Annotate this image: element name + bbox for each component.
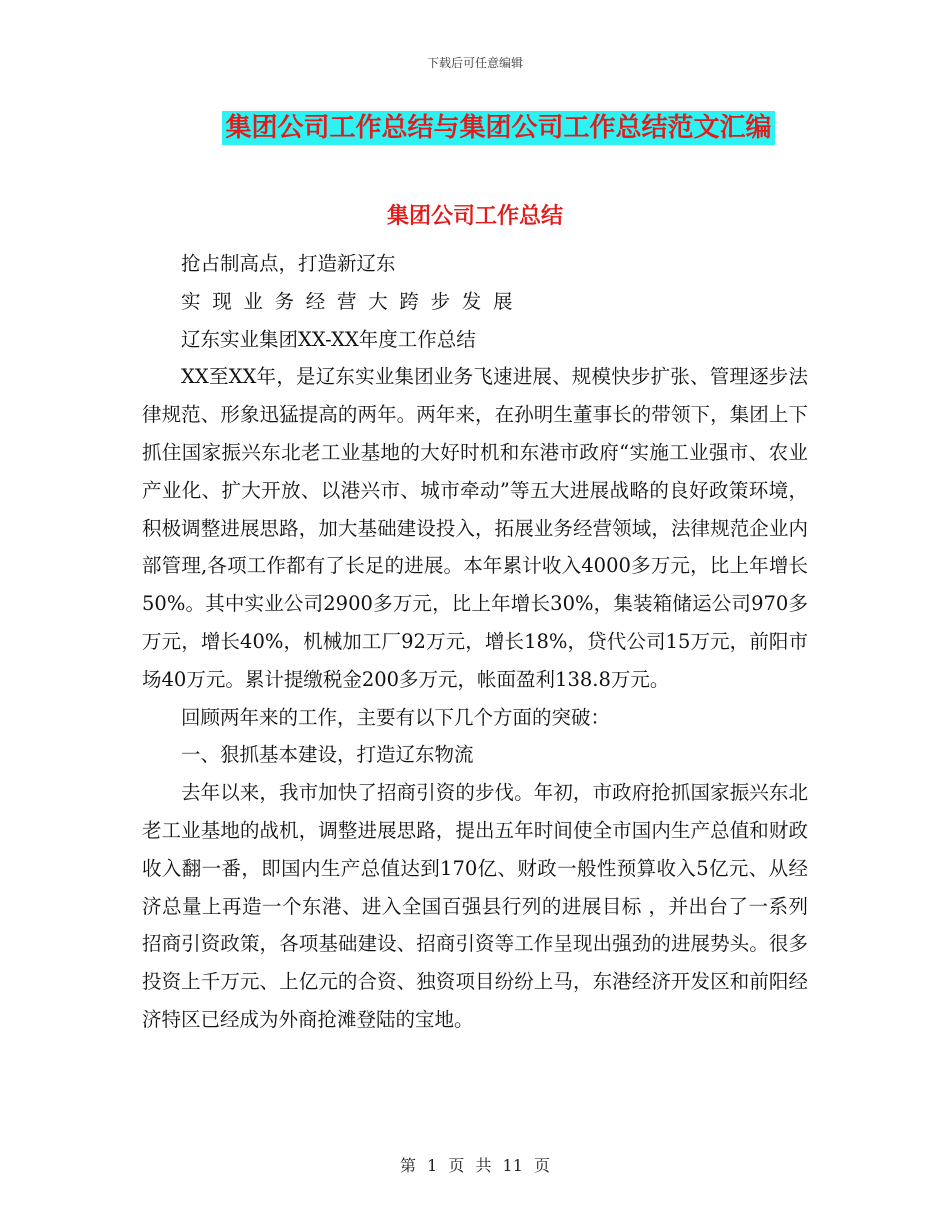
section-title: 集团公司工作总结 [386, 204, 563, 229]
document-body [142, 245, 808, 1039]
header-note: 下载后可任意编辑 [426, 56, 523, 70]
page-indicator: 第 1 页 共 11 页 [400, 1156, 550, 1175]
paragraph-subtitle: 实现业务经营大跨步发展 [181, 289, 525, 313]
paragraph-report-title: 辽东实业集团XX-XX年度工作总结 [181, 327, 476, 351]
document-title: 集团公司工作总结与集团公司工作总结范文汇编 [222, 111, 775, 145]
paragraph-slogan: 抢占制高点，打造新辽东 [181, 252, 396, 275]
paragraph-investment: 去年以来，我市加快了招商引资的步伐。年初，市政府抢抓国家振兴东北老工业基地的战机，调整进展思路，提出五年时间使全市国内生产总值和财政收入翻一番，即国内生产总值达到170亿、财政一般性预算收入5亿元、从经济总量上再造一个东港、进入全国百强县行列的进展目标 ，并出台了一系列招商引资政策，各项基础建设、招商引资等工作呈现出强劲的进展势头。很多投资上千万元、上亿元的合资、独资项目纷纷上马，东港经济开发区和前阳经济特区已经成为外商抢滩登陆的宝地。 [142, 781, 808, 1031]
paragraph-overview: XX至XX年，是辽东实业集团业务飞速进展、规模快步扩张、管理逐步法律规范、形象迅猛提高的两年。两年来，在孙明生董事长的带领下，集团上下抓住国家振兴东北老工业基地的大好时机和东港市政府“实施工业强市、农业产业化、扩大开放、以港兴市、城市牵动”等五大进展战略的良好政策环境，积极调整进展思路，加大基础建设投入，拓展业务经营领域，法律规范企业内部管理,各项工作都有了长足的进展。本年累计收入4000多万元，比上年增长50%。其中实业公司2900多万元，比上年增长30%，集装箱储运公司970多万元，增长40%，机械加工厂92万元，增长18%，贷代公司15万元，前阳市场40万元。累计提缴税金200多万元，帐面盈利138.8万元。 [142, 365, 808, 691]
paragraph-heading-one: 一、狠抓基本建设，打造辽东物流 [181, 743, 474, 767]
paragraph-review-intro: 回顾两年来的工作，主要有以下几个方面的突破： [181, 705, 611, 729]
